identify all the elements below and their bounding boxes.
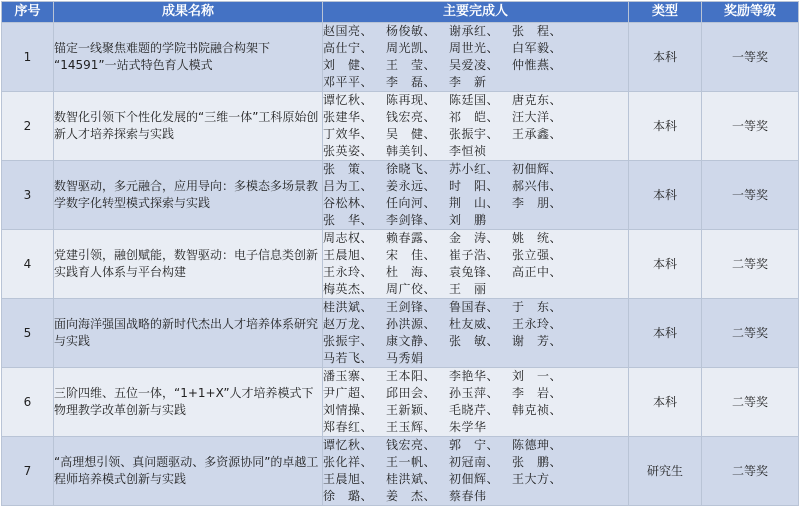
person-name: 高正中、 (512, 265, 563, 279)
row-type: 本科 (629, 23, 702, 92)
person-name: 孙玉萍、 (449, 386, 500, 400)
person-name: 孙洪源、 (386, 317, 437, 331)
person-name: 高仕宁、 (323, 41, 374, 55)
person-name: 钱宏亮、 (386, 438, 437, 452)
person-name: 袁兔锋、 (449, 265, 500, 279)
row-type: 本科 (629, 92, 702, 161)
person-name: 毛晓芹、 (449, 403, 500, 417)
row-people (323, 299, 629, 368)
person-name: 时 阳、 (449, 179, 500, 193)
awards-table (1, 1, 799, 506)
person-name: 于 东、 (512, 300, 563, 314)
row-people (323, 368, 629, 437)
person-name: 张 敏、 (449, 334, 500, 348)
person-name: 谢 芳、 (512, 334, 563, 348)
person-name: 刘 鹏 (449, 213, 487, 227)
person-name: 张 程、 (512, 24, 563, 38)
person-name: 谭忆秋、 (323, 438, 374, 452)
header-row (2, 2, 799, 23)
row-number: 6 (2, 368, 54, 437)
header-no: 序号 (2, 2, 54, 23)
person-name: 张 鹏、 (512, 455, 563, 469)
person-name: 韩美钊、 (386, 144, 437, 158)
people-list (323, 368, 575, 436)
table-row (2, 368, 799, 437)
person-name: 周志权、 (323, 231, 374, 245)
person-name: 徐 璐、 (323, 489, 374, 503)
person-name: 陈德珅、 (512, 438, 563, 452)
person-name: 郭 宁、 (449, 438, 500, 452)
person-name: 宋 佳、 (386, 248, 437, 262)
person-name: 赵万龙、 (323, 317, 374, 331)
person-name: 李恒祯 (449, 144, 487, 158)
person-name: 邱田会、 (386, 386, 437, 400)
person-name: 李 新 (449, 75, 487, 89)
row-level: 一等奖 (702, 92, 799, 161)
person-name: 马若飞、 (323, 351, 374, 365)
row-number: 1 (2, 23, 54, 92)
row-number: 3 (2, 161, 54, 230)
person-name: 丁效华、 (323, 127, 374, 141)
row-title (54, 437, 323, 506)
person-name: 郝兴伟、 (512, 179, 563, 193)
table-row (2, 299, 799, 368)
person-name: 谢承红、 (449, 24, 500, 38)
row-title (54, 23, 323, 92)
person-name: 王晨旭、 (323, 248, 374, 262)
person-name: 任向河、 (386, 196, 437, 210)
person-name: 王永玲、 (323, 265, 374, 279)
row-type: 本科 (629, 368, 702, 437)
person-name: 祁 皑、 (449, 110, 500, 124)
person-name: 周世光、 (449, 41, 500, 55)
person-name: 初佃辉、 (449, 472, 500, 486)
person-name: 李 岩、 (512, 386, 563, 400)
person-name: 邓平平、 (323, 75, 374, 89)
person-name: 周光凯、 (386, 41, 437, 55)
person-name: 金 涛、 (449, 231, 500, 245)
person-name: 周广佼、 (386, 282, 437, 296)
person-name: 吴爱凌、 (449, 58, 500, 72)
person-name: 鲁国春、 (449, 300, 500, 314)
person-name: 王本阳、 (386, 369, 437, 383)
person-name: 吴 健、 (386, 127, 437, 141)
row-type: 本科 (629, 161, 702, 230)
row-title (54, 161, 323, 230)
row-people (323, 23, 629, 92)
person-name: 陈再现、 (386, 93, 437, 107)
person-name: 李 朋、 (512, 196, 563, 210)
person-name: 张化祥、 (323, 455, 374, 469)
person-name: 李剑锋、 (386, 213, 437, 227)
person-name: 徐晓飞、 (386, 162, 437, 176)
person-name: 王大方、 (512, 472, 563, 486)
people-list (323, 437, 575, 505)
person-name: 谷松林、 (323, 196, 374, 210)
row-level: 二等奖 (702, 437, 799, 506)
people-list (323, 23, 575, 91)
person-name: 白军毅、 (512, 41, 563, 55)
person-name: 赖春露、 (386, 231, 437, 245)
person-name: 杜友威、 (449, 317, 500, 331)
row-number: 4 (2, 230, 54, 299)
person-name: 李艳华、 (449, 369, 500, 383)
person-name: 苏小红、 (449, 162, 500, 176)
person-name: 王新颖、 (386, 403, 437, 417)
person-name: 仲惟燕、 (512, 58, 563, 72)
header-type: 类型 (629, 2, 702, 23)
row-number: 5 (2, 299, 54, 368)
achievement-title: 数智化引领下个性化发展的“三维一体”工科原始创新人才培养探索与实践 (54, 110, 319, 141)
person-name: 王一帆、 (386, 455, 437, 469)
header-title: 成果名称 (54, 2, 323, 23)
table-row (2, 230, 799, 299)
table-header (2, 2, 799, 23)
person-name: 陈廷国、 (449, 93, 500, 107)
row-number: 2 (2, 92, 54, 161)
person-name: 潘玉寨、 (323, 369, 374, 383)
people-list (323, 92, 575, 160)
person-name: 姜 杰、 (386, 489, 437, 503)
person-name: 尹广超、 (323, 386, 374, 400)
person-name: 韩克祯、 (512, 403, 563, 417)
header-level: 奖励等级 (702, 2, 799, 23)
person-name: 赵国亮、 (323, 24, 374, 38)
person-name: 崔子浩、 (449, 248, 500, 262)
person-name: 桂洪斌、 (323, 300, 374, 314)
achievement-title: “高理想引领、真问题驱动、多资源协同”的卓越工程师培养模式创新与实践 (54, 455, 319, 486)
person-name: 钱宏亮、 (386, 110, 437, 124)
achievement-title: 数智驱动，多元融合，应用导向：多模态多场景教学数字化转型模式探索与实践 (54, 179, 319, 210)
people-list (323, 230, 575, 298)
person-name: 张建华、 (323, 110, 374, 124)
person-name: 王 丽 (449, 282, 487, 296)
person-name: 王承鑫、 (512, 127, 563, 141)
table-row (2, 23, 799, 92)
person-name: 刘 一、 (512, 369, 563, 383)
row-people (323, 92, 629, 161)
row-level: 二等奖 (702, 368, 799, 437)
person-name: 王玉辉、 (386, 420, 437, 434)
person-name: 张 策、 (323, 162, 374, 176)
person-name: 张 华、 (323, 213, 374, 227)
table-row (2, 437, 799, 506)
person-name: 姜永远、 (386, 179, 437, 193)
row-type: 研究生 (629, 437, 702, 506)
person-name: 张英姿、 (323, 144, 374, 158)
person-name: 杨俊敏、 (386, 24, 437, 38)
row-title (54, 230, 323, 299)
person-name: 谭忆秋、 (323, 93, 374, 107)
person-name: 李 磊、 (386, 75, 437, 89)
achievement-title: 面向海洋强国战略的新时代杰出人才培养体系研究与实践 (54, 317, 319, 348)
person-name: 桂洪斌、 (386, 472, 437, 486)
person-name: 张振宇、 (449, 127, 500, 141)
row-people (323, 161, 629, 230)
person-name: 吕为工、 (323, 179, 374, 193)
person-name: 梅英杰、 (323, 282, 374, 296)
person-name: 初冠南、 (449, 455, 500, 469)
table-row (2, 92, 799, 161)
person-name: 初佃辉、 (512, 162, 563, 176)
person-name: 刘 健、 (323, 58, 374, 72)
row-type: 本科 (629, 230, 702, 299)
row-level: 二等奖 (702, 230, 799, 299)
person-name: 朱学华 (449, 420, 487, 434)
person-name: 杜 海、 (386, 265, 437, 279)
person-name: 张立强、 (512, 248, 563, 262)
row-title (54, 299, 323, 368)
person-name: 姚 统、 (512, 231, 563, 245)
person-name: 王 莹、 (386, 58, 437, 72)
row-level: 一等奖 (702, 23, 799, 92)
row-title (54, 368, 323, 437)
people-list (323, 299, 575, 367)
table-row (2, 161, 799, 230)
person-name: 刘情操、 (323, 403, 374, 417)
person-name: 王剑锋、 (386, 300, 437, 314)
person-name: 王永玲、 (512, 317, 563, 331)
person-name: 郑春红、 (323, 420, 374, 434)
person-name: 唐克东、 (512, 93, 563, 107)
header-people: 主要完成人 (323, 2, 629, 23)
row-number: 7 (2, 437, 54, 506)
person-name: 马秀娟 (386, 351, 424, 365)
person-name: 蔡春伟 (449, 489, 487, 503)
person-name: 王晨旭、 (323, 472, 374, 486)
row-level: 二等奖 (702, 299, 799, 368)
person-name: 张振宇、 (323, 334, 374, 348)
achievement-title: 锚定一线聚焦难题的学院书院融合构架下 “14591”一站式特色育人模式 (54, 41, 271, 72)
row-type: 本科 (629, 299, 702, 368)
table-body (2, 23, 799, 506)
row-level: 一等奖 (702, 161, 799, 230)
people-list (323, 161, 575, 229)
person-name: 康文静、 (386, 334, 437, 348)
achievement-title: 三阶四维、五位一体，“1+1+X”人才培养模式下物理教学改革创新与实践 (54, 386, 314, 417)
person-name: 汪大洋、 (512, 110, 563, 124)
person-name: 荆 山、 (449, 196, 500, 210)
row-people (323, 230, 629, 299)
achievement-title: 党建引领，融创赋能，数智驱动：电子信息类创新实践育人体系与平台构建 (54, 248, 319, 279)
row-title (54, 92, 323, 161)
row-people (323, 437, 629, 506)
